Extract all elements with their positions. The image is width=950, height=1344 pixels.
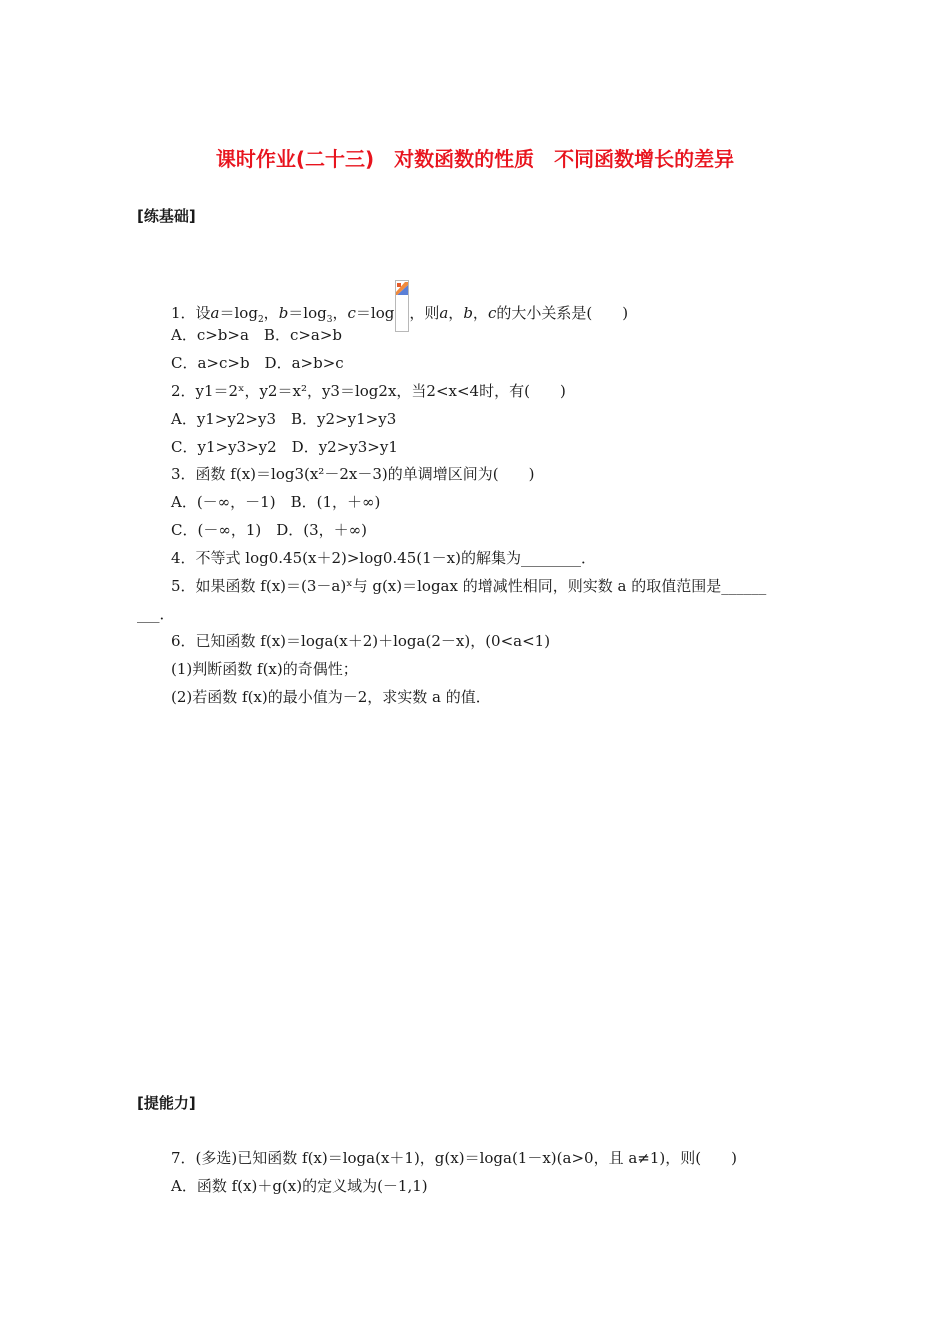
q1-text: ，	[332, 304, 348, 322]
q2-options-row-1: A．y1>y2>y3 B．y2>y1>y3	[171, 410, 397, 428]
page-title: 课时作业(二十三) 对数函数的性质 不同函数增长的差异	[215, 147, 735, 171]
q1-var-c: c	[487, 304, 497, 322]
q3-options-row-2: C．(－∞，1) D．(3，＋∞)	[171, 521, 367, 539]
question-3: 3．函数 f(x)＝log3(x²－2x－3)的单调增区间为( )	[171, 465, 535, 483]
q1-text: ＝log	[219, 304, 258, 322]
q2-options-row-2: C．y1>y3>y2 D．y2>y3>y1	[171, 438, 398, 456]
q1-text: ，则	[409, 304, 440, 322]
question-6-part-1: (1)判断函数 f(x)的奇偶性；	[171, 660, 358, 678]
q1-options-row-2: C．a>c>b D．a>b>c	[171, 354, 344, 372]
question-4: 4．不等式 log0.45(x＋2)>log0.45(1－x)的解集为________．	[171, 549, 596, 567]
question-5-continuation: ___．	[137, 605, 175, 623]
q1-var-c: c	[347, 304, 356, 322]
q1-var-a: a	[439, 304, 449, 322]
question-5: 5．如果函数 f(x)＝(3－a)ˣ与 g(x)＝logax 的增减性相同，则实数 a 的取值范围是______	[171, 577, 767, 595]
q1-number: 1．设	[171, 304, 211, 322]
q7-option-a: A．函数 f(x)＋g(x)的定义域为(－1,1)	[171, 1177, 428, 1195]
section-heading-basic: [练基础]	[137, 207, 196, 225]
question-6-part-2: (2)若函数 f(x)的最小值为－2，求实数 a 的值．	[171, 688, 491, 706]
q1-text: ，	[472, 304, 488, 322]
broken-image-icon	[395, 280, 409, 332]
question-2: 2．y1＝2ˣ，y2＝x²，y3＝log2x，当2<x<4时，有( )	[171, 382, 566, 400]
q1-text: 的大小关系是( )	[496, 304, 629, 322]
q1-text: ＝log	[288, 304, 327, 322]
q1-text: ，	[448, 304, 464, 322]
q1-text: ，	[263, 304, 279, 322]
q1-var-b: b	[463, 304, 473, 322]
q1-var-b: b	[278, 304, 289, 322]
q3-options-row-1: A．(－∞，－1) B．(1，＋∞)	[171, 493, 381, 511]
q1-var-a: a	[210, 304, 220, 322]
question-6: 6．已知函数 f(x)＝loga(x＋2)＋loga(2－x)，(0<a<1)	[171, 632, 551, 650]
q1-subscript: 2	[257, 315, 264, 325]
section-heading-advanced: [提能力]	[137, 1094, 196, 1112]
q1-text: ＝log	[355, 304, 395, 322]
q1-options-row-1: A．c>b>a B．c>a>b	[171, 326, 343, 344]
q1-subscript: 3	[326, 315, 333, 325]
question-7: 7．(多选)已知函数 f(x)＝loga(x＋1)，g(x)＝loga(1－x)(a>0，且 a≠1)，则( )	[171, 1149, 737, 1167]
